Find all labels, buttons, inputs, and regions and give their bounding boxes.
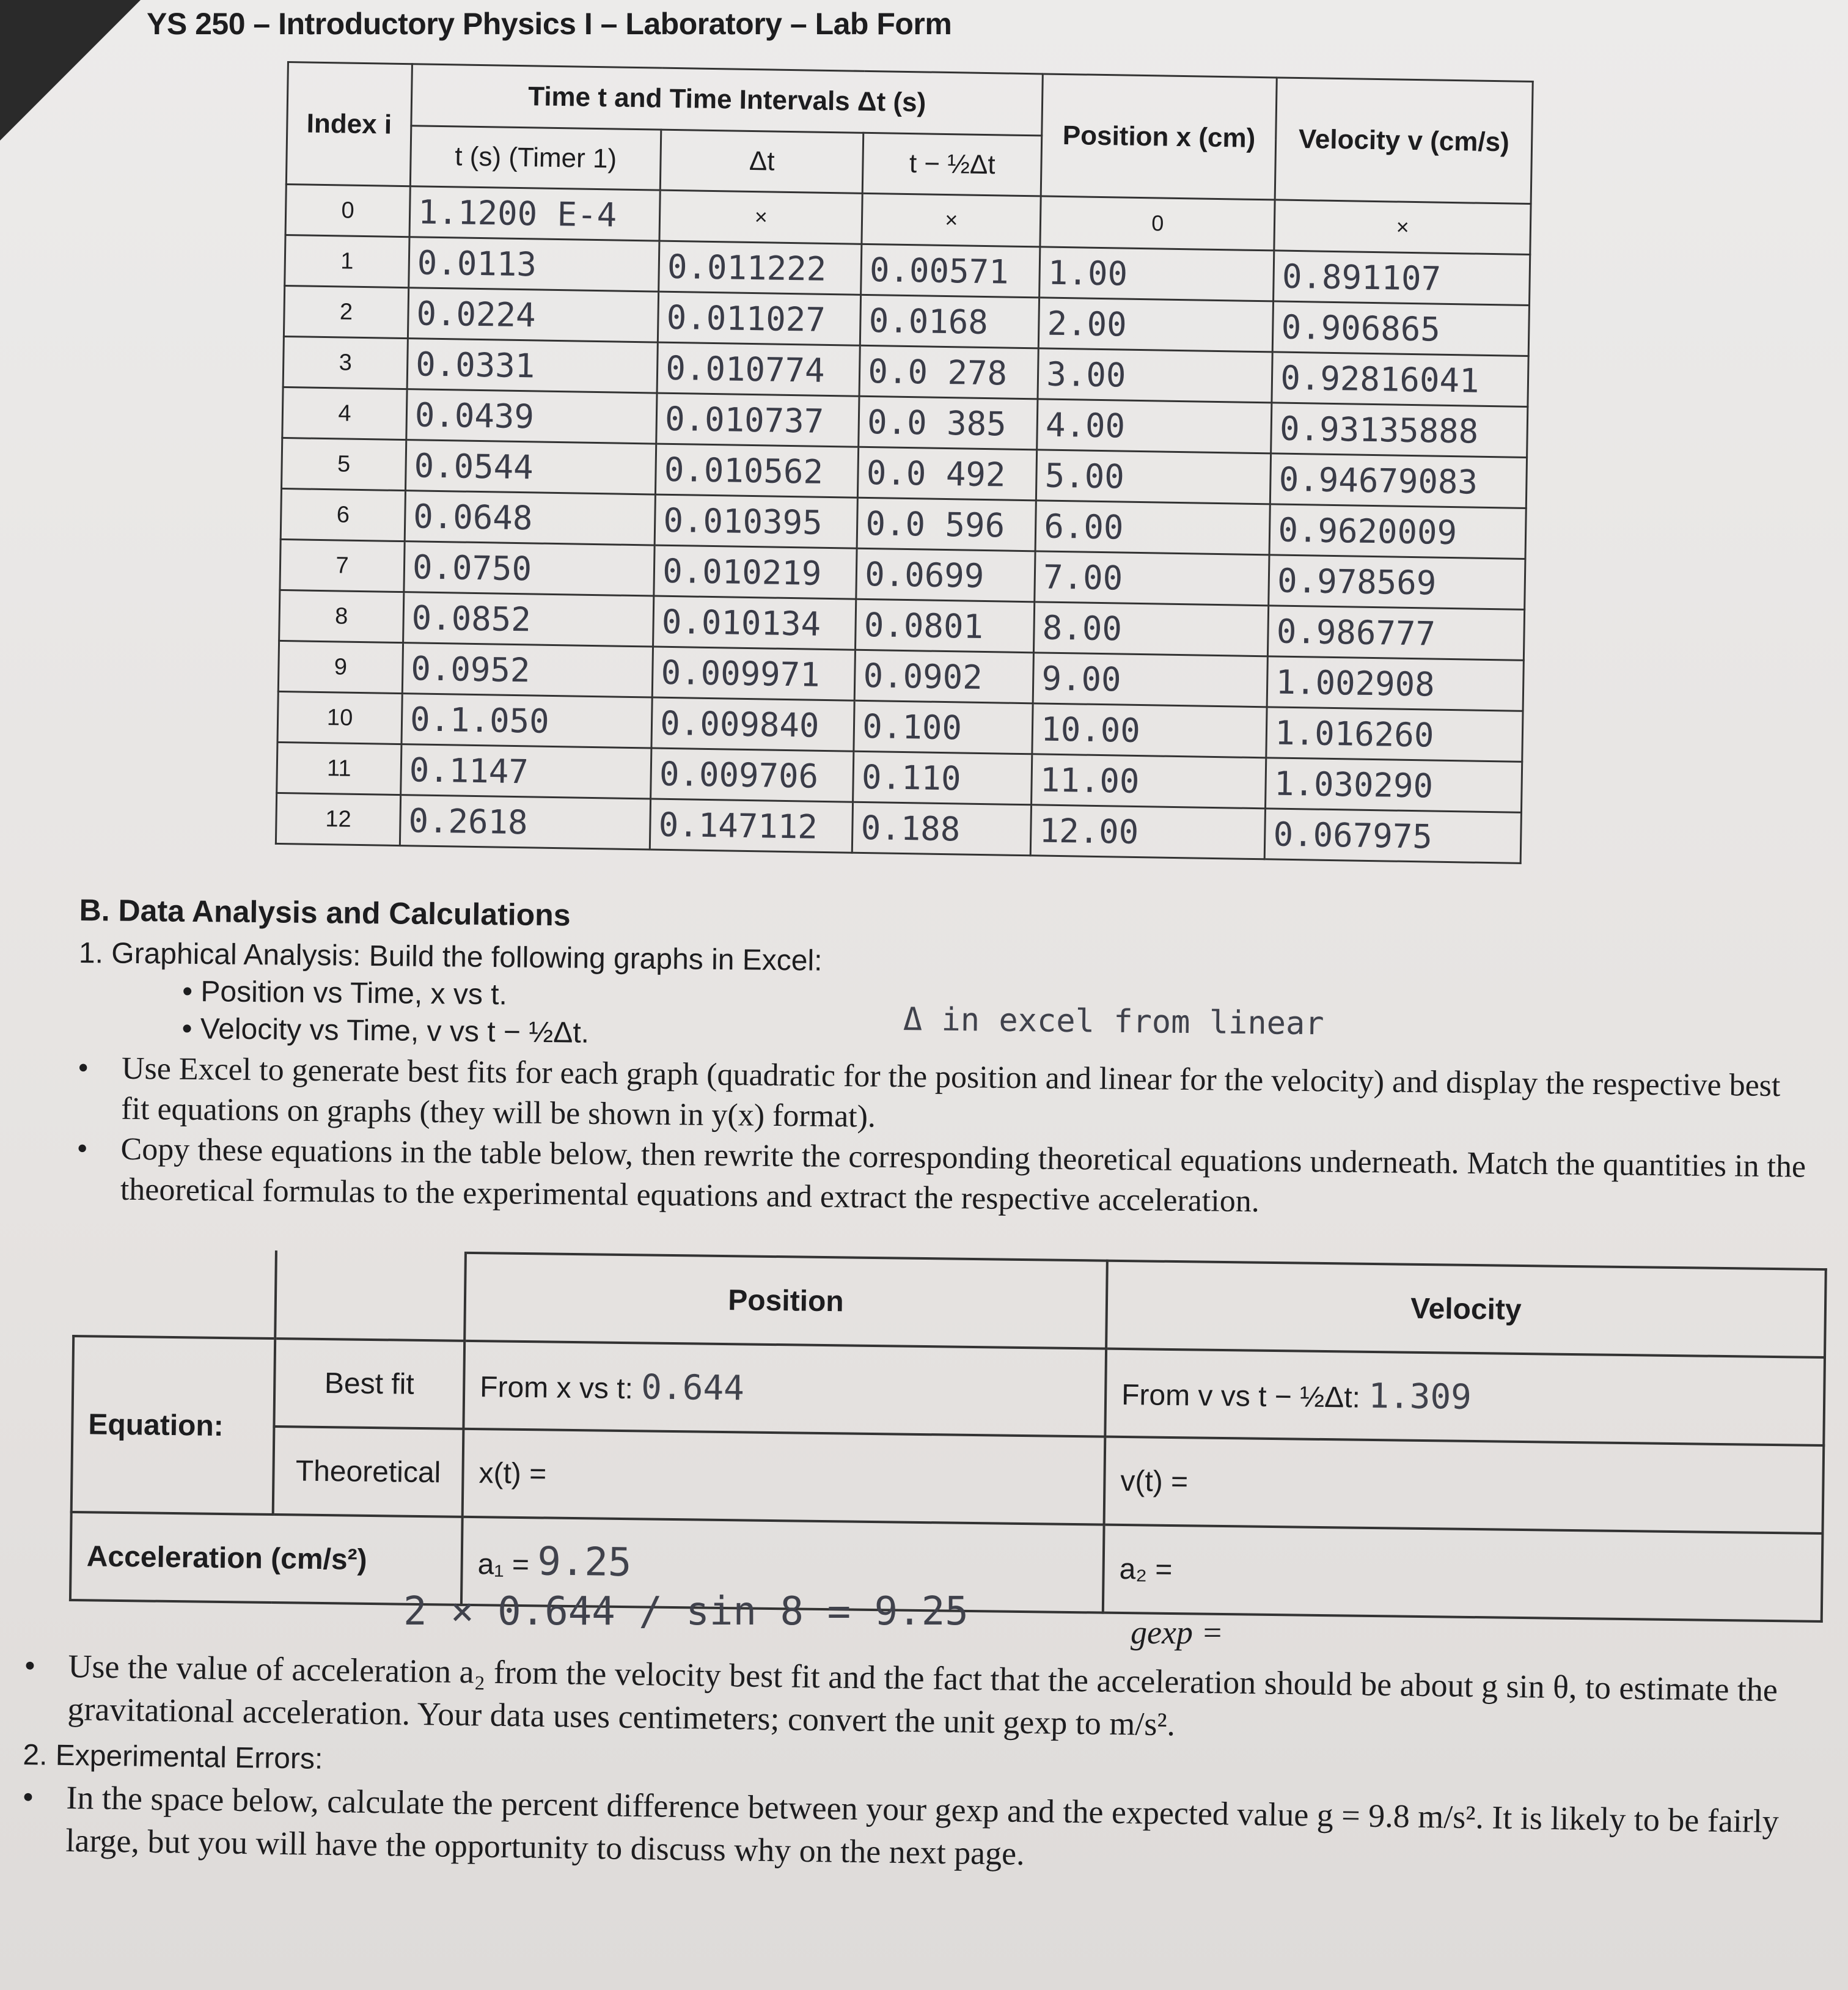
v-of-t-cell: v(t) = [1104, 1437, 1824, 1533]
time-cell: 0.0648 [405, 491, 656, 545]
dt-cell: 0.010737 [656, 393, 859, 447]
velocity-cell: 1.030290 [1266, 758, 1522, 813]
dt-cell: 0.010562 [656, 444, 859, 498]
col-position-header: Position x (cm) [1041, 74, 1277, 200]
t-half-cell: 0.0902 [855, 650, 1034, 703]
dt-cell: 0.010219 [654, 545, 857, 599]
graph-item-velocity: • Velocity vs Time, v vs t − ½Δt. Δ in excel from linear [182, 1001, 1324, 1049]
index-cell: 9 [278, 641, 403, 693]
index-cell: 1 [285, 235, 409, 287]
position-cell: 11.00 [1032, 754, 1266, 809]
from-v-value: 1.309 [1368, 1376, 1472, 1417]
position-cell: 9.00 [1033, 653, 1267, 707]
t-half-cell: 0.110 [853, 751, 1032, 805]
dt-cell: 0.010774 [657, 342, 860, 396]
position-column-header: Position [464, 1253, 1107, 1349]
bullet-copy-equations: • Copy these equations in the table below, then rewrite the corresponding theoretical equations underneath. Match the quantities in the theoretical formulas to the experimental equations and extract the respective acceleration. [76, 1129, 1813, 1228]
t-half-cell: 0.00571 [861, 244, 1040, 298]
equation-label: Equation: [72, 1336, 275, 1515]
page-header: YS 250 – Introductory Physics I – Laboratory – Lab Form [147, 7, 952, 41]
t-half-cell: 0.0699 [856, 548, 1035, 602]
bullet-4-text: In the space below, calculate the percent difference between your gexp and the expected value g = 9.8 m/s². It is likely to be fairly large, but you will have the opportunity to discuss why on the next page. [65, 1779, 1780, 1872]
index-cell: 12 [276, 793, 400, 845]
bullet-1-text: Use Excel to generate best fits for each graph (quadratic for the position and linear for the velocity) and display the respective best fit equations on graphs (they will be shown in y(x) format). [120, 1051, 1781, 1134]
data-table [275, 61, 1534, 864]
bullet-3-text: Use the value of acceleration a₂ from the velocity best fit and the fact that the acceleration should be about g sin θ, to estimate the gravitational acceleration. Your data uses centimeters; convert the unit gexp to m/s². [67, 1648, 1778, 1743]
col-index-header: Index i [286, 62, 412, 186]
time-cell: 0.1147 [401, 744, 652, 799]
section-b [76, 892, 1815, 1228]
t-half-cell: 0.0 385 [859, 396, 1038, 450]
t-half-cell: 0.100 [854, 700, 1033, 754]
handwritten-note: Δ in excel from linear [903, 1001, 1324, 1043]
col-velocity-header: Velocity v (cm/s) [1275, 78, 1533, 204]
time-cell: 0.0544 [405, 440, 656, 494]
index-cell: 5 [282, 438, 406, 490]
index-cell: 11 [277, 742, 402, 795]
col-thalf-header: t − ½Δt [863, 133, 1042, 196]
index-cell: 2 [284, 285, 408, 338]
time-cell: 0.0439 [406, 389, 658, 444]
graph-1-text: Position vs Time, x vs t. [200, 975, 508, 1012]
dt-cell: × [659, 190, 862, 244]
time-cell: 0.1.050 [402, 694, 653, 748]
theoretical-label: Theoretical [273, 1426, 464, 1517]
graph-2-text: Velocity vs Time, v vs t − ½Δt. [200, 1013, 590, 1049]
from-x-value: 0.644 [640, 1367, 745, 1408]
position-cell: 10.00 [1032, 703, 1267, 758]
velocity-cell: 0.067975 [1265, 809, 1522, 864]
col-dt-header: Δt [661, 130, 864, 193]
best-fit-label: Best fit [274, 1338, 464, 1429]
position-best-fit-cell [463, 1341, 1106, 1437]
dt-cell: 0.009706 [651, 748, 854, 802]
time-cell: 0.0331 [407, 339, 658, 393]
section-b-title: B. Data Analysis and Calculations [79, 893, 571, 933]
data-rows [276, 184, 1531, 863]
gexp-label: gexp = [1131, 1614, 1223, 1651]
velocity-cell: 0.92816041 [1272, 352, 1528, 407]
dt-cell: 0.147112 [650, 799, 853, 853]
index-cell: 7 [280, 539, 405, 592]
position-cell: 8.00 [1034, 602, 1269, 656]
a2-cell: a₂ = [1103, 1525, 1823, 1621]
position-cell: 7.00 [1035, 551, 1269, 606]
velocity-cell: 0.9620009 [1269, 504, 1526, 559]
time-cell: 1.1200 E-4 [409, 186, 661, 241]
position-cell: 4.00 [1037, 399, 1272, 453]
x-of-t-cell: x(t) = [463, 1429, 1106, 1525]
item-2: 2. Experimental Errors: [23, 1738, 323, 1775]
position-cell: 0 [1040, 196, 1275, 251]
velocity-column-header: Velocity [1106, 1261, 1826, 1357]
index-cell: 3 [283, 336, 408, 389]
velocity-cell: 0.978569 [1269, 555, 1525, 610]
bullet-best-fits: • Use Excel to generate best fits for each graph (quadratic for the position and linear for the velocity) and display the respective best fit equations on graphs (they will be shown in y(x) format). [77, 1048, 1813, 1147]
position-cell: 12.00 [1030, 805, 1265, 859]
velocity-best-fit-cell [1105, 1349, 1825, 1445]
col-t-header: t (s) (Timer 1) [410, 126, 661, 190]
velocity-cell: 0.906865 [1273, 301, 1530, 356]
t-half-cell: 0.0168 [860, 295, 1040, 348]
item-1: 1. Graphical Analysis: Build the following graphs in Excel: [78, 936, 823, 977]
position-cell: 5.00 [1036, 450, 1271, 504]
page-corner-shadow [0, 0, 141, 141]
velocity-cell: 0.891107 [1274, 251, 1530, 306]
velocity-cell: 0.93135888 [1271, 403, 1528, 458]
index-cell: 6 [280, 488, 405, 541]
acceleration-label: Acceleration (cm/s²) [70, 1512, 463, 1605]
velocity-cell: 1.002908 [1267, 656, 1524, 711]
equation-table [69, 1247, 1827, 1623]
col-time-group-header: Time t and Time Intervals Δt (s) [411, 64, 1043, 136]
a1-label: a₁ = [477, 1548, 538, 1582]
a1-value: 9.25 [537, 1539, 632, 1586]
position-cell: 2.00 [1039, 298, 1274, 352]
bullet-2-text: Copy these equations in the table below, then rewrite the corresponding theoretical equations underneath. Match the quantities in the theoretical formulas to the experimental equations and extract the respective acceleration. [120, 1131, 1806, 1219]
velocity-cell: 1.016260 [1266, 707, 1523, 762]
time-cell: 0.0224 [408, 288, 659, 342]
dt-cell: 0.010134 [653, 596, 856, 650]
bullet-gravity-estimate: • Use the value of acceleration a₂ from the velocity best fit and the fact that the acceleration should be about g sin θ, to estimate the gravitational acceleration. Your data uses centimeters; convert the unit gexp to m/s². [23, 1644, 1833, 1755]
t-half-cell: 0.0 492 [858, 447, 1037, 501]
position-cell: 3.00 [1038, 348, 1272, 403]
time-cell: 0.0852 [403, 592, 654, 647]
handwritten-calculation: 2 × 0.644 / sin 8 = 9.25 [403, 1589, 969, 1634]
bullet-percent-difference: • In the space below, calculate the percent difference between your gexp and the expected value g = 9.8 m/s². It is likely to be fairly large, but you will have the opportunity to discuss why on the next page. [21, 1775, 1832, 1886]
velocity-cell: 0.94679083 [1270, 453, 1527, 509]
t-half-cell: 0.0 278 [859, 345, 1038, 399]
time-cell: 0.0952 [402, 643, 653, 697]
time-cell: 0.2618 [400, 795, 651, 850]
graph-item-position: • Position vs Time, x vs t. [182, 975, 508, 1012]
velocity-cell: × [1274, 200, 1531, 255]
from-v-label: From v vs t − ½Δt: [1121, 1378, 1361, 1414]
t-half-cell: 0.188 [853, 802, 1032, 856]
from-x-label: From x vs t: [479, 1370, 634, 1405]
position-cell: 6.00 [1035, 501, 1270, 555]
t-half-cell: 0.0 596 [857, 498, 1036, 551]
time-cell: 0.0750 [404, 542, 655, 596]
dt-cell: 0.011222 [659, 241, 862, 295]
position-cell: 1.00 [1040, 247, 1274, 301]
t-half-cell: 0.0801 [856, 599, 1035, 653]
velocity-cell: 0.986777 [1268, 606, 1525, 661]
index-cell: 0 [285, 184, 410, 237]
dt-cell: 0.009840 [651, 697, 854, 751]
t-half-cell: × [862, 193, 1041, 247]
dt-cell: 0.010395 [654, 494, 857, 548]
index-cell: 4 [282, 387, 407, 439]
time-cell: 0.0113 [409, 237, 660, 292]
dt-cell: 0.011027 [658, 292, 861, 345]
bottom-section [21, 1644, 1833, 1886]
index-cell: 8 [279, 590, 404, 642]
index-cell: 10 [277, 691, 402, 744]
dt-cell: 0.009971 [653, 647, 856, 700]
